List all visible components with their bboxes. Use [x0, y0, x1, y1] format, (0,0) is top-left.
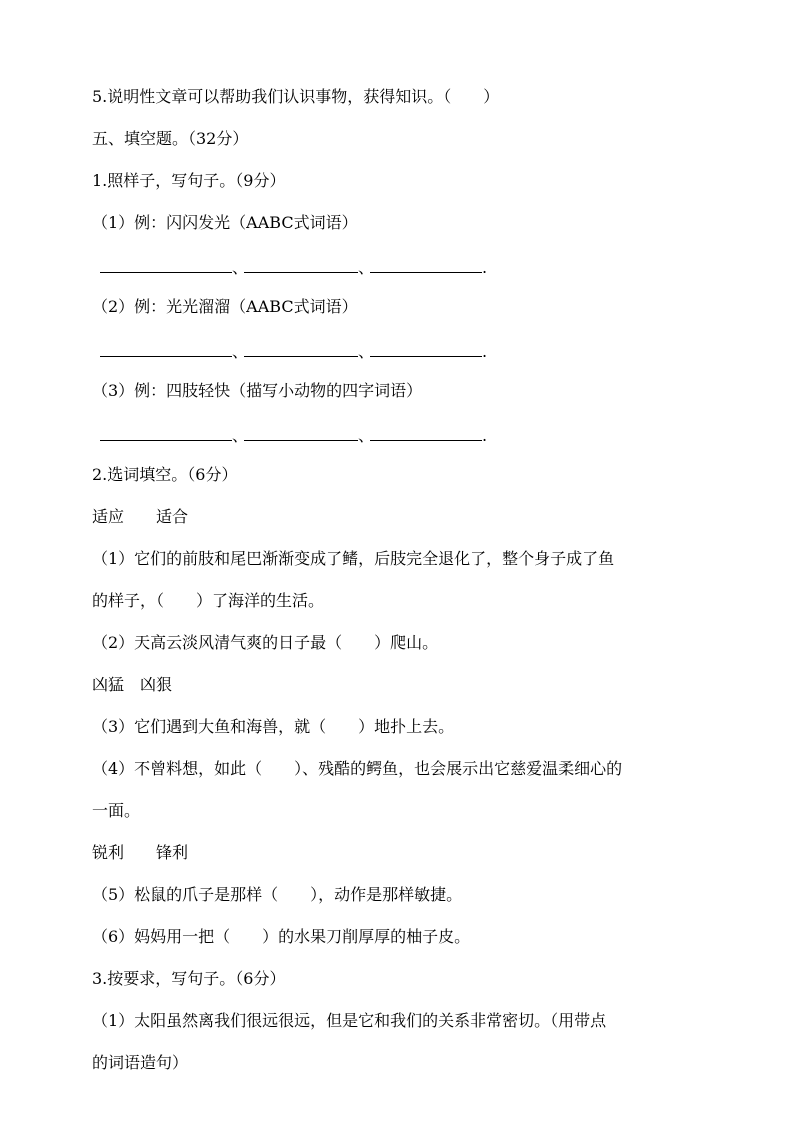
- word-choice-3: 锐利 锋利: [92, 843, 189, 862]
- separator: 、: [358, 258, 375, 277]
- separator: 、: [232, 258, 249, 277]
- question-2-heading: 2.选词填空。（6分）: [92, 465, 238, 484]
- end-mark: .: [482, 426, 488, 445]
- q3-item-1-line-2: 的词语造句）: [92, 1053, 189, 1072]
- sentence-2: （2）天高云淡风清气爽的日子最（ ）爬山。: [92, 633, 439, 652]
- example-2: （2）例：光光溜溜（AABC式词语）: [92, 297, 358, 316]
- question-1-heading: 1.照样子，写句子。（9分）: [92, 171, 286, 190]
- sentence-1-line-1: （1）它们的前肢和尾巴渐渐变成了鳍，后肢完全退化了，整个身子成了鱼: [92, 549, 615, 568]
- answer-blank-row-1: [100, 255, 487, 275]
- word-choice-1: 适应 适合: [92, 507, 189, 526]
- example-1: （1）例：闪闪发光（AABC式词语）: [92, 213, 358, 232]
- line-q5-judge: 5.说明性文章可以帮助我们认识事物，获得知识。（ ）: [92, 87, 500, 106]
- separator: 、: [358, 342, 375, 361]
- answer-blank[interactable]: [244, 426, 358, 441]
- sentence-3: （3）它们遇到大鱼和海兽，就（ ）地扑上去。: [92, 717, 455, 736]
- sentence-5: （5）松鼠的爪子是那样（ ），动作是那样敏捷。: [92, 885, 463, 904]
- answer-blank[interactable]: [370, 426, 482, 441]
- answer-blank-row-3: [100, 423, 487, 443]
- answer-blank[interactable]: [244, 342, 358, 357]
- answer-blank-row-2: [100, 339, 487, 359]
- sentence-4-line-1: （4）不曾料想，如此（ ）、残酷的鳄鱼，也会展示出它慈爱温柔细心的: [92, 759, 623, 778]
- answer-blank[interactable]: [100, 426, 232, 441]
- end-mark: .: [482, 342, 488, 361]
- answer-blank[interactable]: [370, 342, 482, 357]
- separator: 、: [232, 342, 249, 361]
- answer-blank[interactable]: [100, 258, 232, 273]
- example-3: （3）例：四肢轻快（描写小动物的四字词语）: [92, 381, 423, 400]
- question-3-heading: 3.按要求，写句子。（6分）: [92, 969, 286, 988]
- sentence-1-line-2: 的样子，（ ）了海洋的生活。: [92, 591, 325, 610]
- separator: 、: [232, 426, 249, 445]
- sentence-6: （6）妈妈用一把（ ）的水果刀削厚厚的柚子皮。: [92, 927, 471, 946]
- answer-blank[interactable]: [100, 342, 232, 357]
- answer-blank[interactable]: [370, 258, 482, 273]
- answer-blank[interactable]: [244, 258, 358, 273]
- sentence-4-line-2: 一面。: [92, 801, 141, 820]
- q3-item-1-line-1: （1）太阳虽然离我们很远很远，但是它和我们的关系非常密切。（用带点: [92, 1011, 607, 1030]
- section-title-fill-blank: 五、填空题。（32分）: [92, 129, 249, 148]
- word-choice-2: 凶猛 凶狠: [92, 675, 173, 694]
- end-mark: .: [482, 258, 488, 277]
- separator: 、: [358, 426, 375, 445]
